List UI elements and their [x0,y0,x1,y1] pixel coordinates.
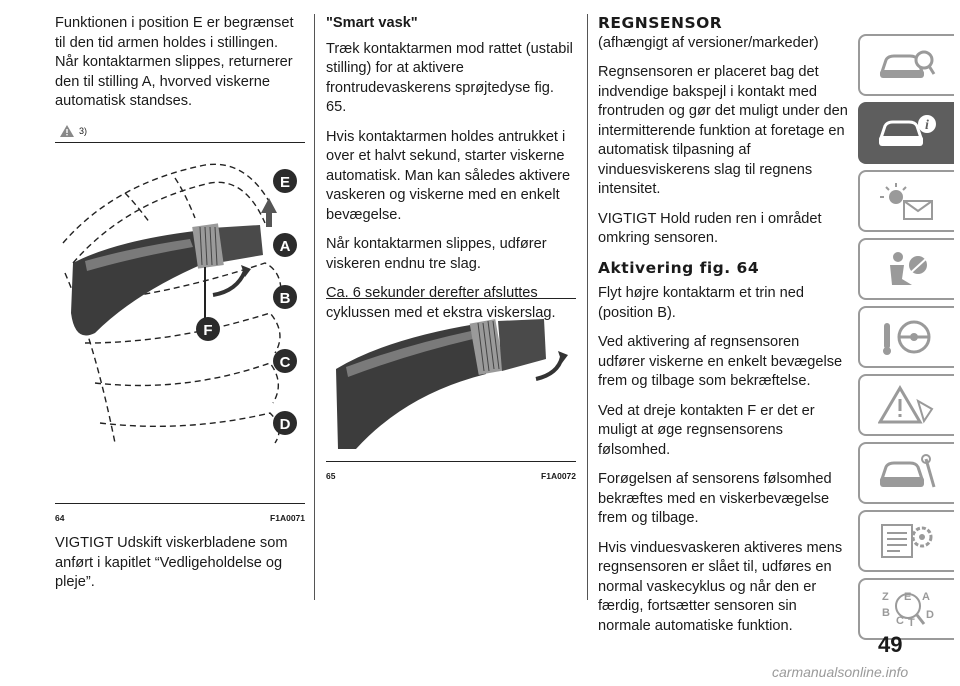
figure-caption [326,471,576,481]
column-divider [587,14,588,600]
airbag-seat-icon [878,249,936,289]
subheading: (afhængigt af versioner/markeder) [598,34,819,51]
figure-code: F1A0071 [270,513,305,523]
wiper-stalk-illustration [55,143,305,503]
paragraph: VIGTIGT Udskift viskerbladene som anført i kapitlet “Vedligeholdelse og pleje”. [55,535,288,590]
paragraph: Forøgelsen af sensorens følsomhed bekræftes med en viskerbevægelse frem og tilbage. [598,471,832,526]
label-D: D [279,416,291,433]
page-number: 49 [878,632,903,657]
section-heading: REGNSENSOR [598,14,723,32]
figure-caption [55,513,305,523]
tab-car-search[interactable] [858,34,954,96]
index-letters-icon [878,588,936,630]
svg-text:B: B [882,607,890,619]
svg-text:Z: Z [882,591,889,603]
figure-code: F1A0072 [541,471,576,481]
figure-64 [55,142,305,523]
label-C: C [279,354,291,371]
tab-specs[interactable] [858,510,954,572]
label-F: F [203,322,213,339]
paragraph: Ved at dreje kontakten F er det er muligt at øge regnsensorens følsomhed. [598,402,815,458]
tab-index[interactable] [858,578,954,640]
watermark: carmanualsonline.info [772,664,909,680]
warning-ref-text: 3) [79,125,88,136]
tab-steering-service[interactable] [858,306,954,368]
paragraph: Regnsensoren er placeret bag det indvendige bakspejl i kontakt med frontruden og gør det muligt under den intermitterende funktion at foretage en automatisk tilpasning af vinduesviskerens slag til regnens intensitet. [598,64,848,197]
paragraph: Flyt højre kontaktarm et trin ned (position B). [598,285,805,321]
figure-number: 65 [326,471,336,481]
tab-warning[interactable] [858,374,954,436]
column-1 [55,14,305,147]
svg-text:i: i [925,118,929,133]
section-heading: "Smart vask" [326,15,418,31]
label-A: A [279,238,291,255]
warning-reference [59,122,305,142]
paragraph: Træk kontaktarmen mod rattet (ustabil stilling) for at aktivere frontrudevaskerens sprøjtedyse fig. 65. [326,40,573,115]
paragraph: Når kontaktarmen slippes, udfører viskeren endnu tre slag. [326,236,547,272]
svg-text:C: C [896,615,904,627]
dashboard-lights-icon [878,181,936,221]
tab-dashboard-lights[interactable] [858,170,954,232]
car-search-icon [878,46,936,84]
tab-airbag-seat[interactable] [858,238,954,300]
warning-triangle-icon [878,385,936,425]
column-1-bottom [55,534,305,603]
warning-triangle-icon [59,124,75,138]
tab-car-info[interactable] [858,102,954,164]
chapter-tabs [858,34,954,646]
label-E: E [279,174,291,191]
paragraph: Ca. 6 sekunder derefter afsluttes cyklussen med et ekstra viskerslag. [326,285,556,321]
column-divider [314,14,315,600]
svg-text:D: D [926,609,934,621]
column-3 [598,14,850,646]
car-info-icon [877,114,937,152]
figure-65 [326,298,576,481]
smart-wash-illustration [326,299,576,461]
paragraph: Funktionen i position E er begrænset til den tid armen holdes i stillingen. Når kontaktarmen slippes, returnerer den til stilling A, hvorved viskerne automatisk standses. [55,15,294,109]
figure-number: 64 [55,513,65,523]
steering-service-icon [878,317,936,357]
column-2 [326,14,576,333]
label-B: B [279,290,291,307]
section-heading: Aktivering fig. 64 [598,258,760,277]
paragraph: Hvis kontaktarmen holdes antrukket i over et halvt sekund, starter viskerne automatisk. Man kan således aktivere vaskeren og viskerne med en enkelt bevægelse. [326,128,571,223]
paragraph: VIGTIGT Hold ruden ren i området omkring sensoren. [598,210,822,246]
svg-text:A: A [922,591,930,603]
specs-gear-icon [878,521,936,561]
tab-car-wrench[interactable] [858,442,954,504]
paragraph: Hvis vinduesvaskeren aktiveres mens regnsensoren er slået til, udføres en normal vaskecyklus og når den er færdig, fortsætter sensoren sin normale automatiske funktion. [598,539,843,634]
car-wrench-icon [878,453,936,493]
paragraph: Ved aktivering af regnsensoren udfører viskerne en enkelt bevægelse frem og tilbage som bekræftelse. [598,334,843,389]
svg-text:E: E [904,591,912,603]
svg-text:T: T [908,617,915,629]
